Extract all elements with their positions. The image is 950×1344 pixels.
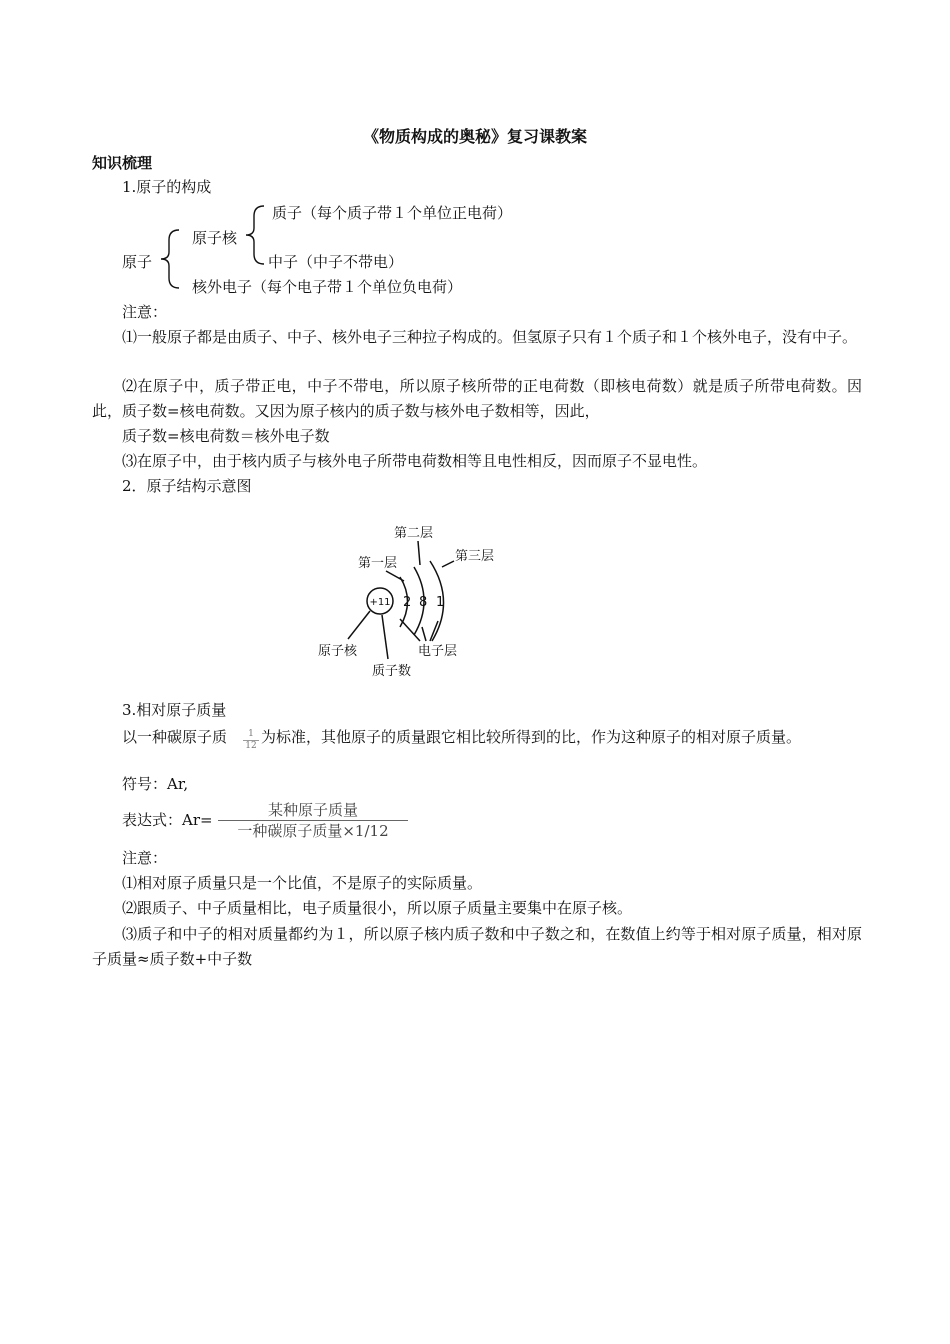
section-heading: 知识梳理 (92, 154, 153, 172)
layer3-label: 第三层 (455, 549, 495, 564)
s3-note-label: 注意： (122, 849, 168, 867)
s3-def-a: 以一种碳原子质 (122, 728, 228, 746)
s1-note-2: ⑵在原子中，质子带正电，中子不带电，所以原子核所带的正电荷数（即核电荷数）就是质子所带电荷数。因此，质子数=核电荷数。又因为原子核内的质子数与核外电子数相等，因此， (92, 377, 862, 420)
fraction-numerator: 1 (248, 729, 254, 739)
nucleus-pointer (348, 611, 370, 639)
s1-note-2-equation: 质子数=核电荷数＝核外电子数 (122, 427, 330, 445)
s1-note-1: ⑴一般原子都是由质子、中子、核外电子三种拉子构成的。但氢原子只有１个质子和１个核外电子，没有中子。 (122, 328, 858, 346)
s1-note-label: 注意： (122, 303, 168, 321)
s2-heading: 2．原子结构示意图 (122, 477, 252, 495)
proton-pointer (382, 615, 388, 659)
shell-pointer-b (422, 627, 426, 641)
shell2-electrons: 8 (419, 595, 428, 610)
fraction-denominator: 12 (243, 740, 259, 752)
layer3-pointer (442, 561, 454, 567)
layer1-pointer (386, 571, 404, 581)
expression-numerator: 某种原子质量 (267, 801, 358, 819)
s3-note-1: ⑴相对原子质量只是一个比值，不是原子的实际质量。 (122, 874, 483, 892)
nucleus-brace (240, 204, 270, 266)
proton-item: 质子（每个质子带１个单位正电荷） (272, 204, 513, 222)
atom-structure-diagram (300, 515, 520, 685)
fraction-one-twelfth (243, 729, 259, 752)
s3-symbol: 符号：Ar, (122, 775, 189, 793)
expression-denominator: 一种碳原子质量×1/12 (218, 820, 408, 841)
s3-def-b: 为标准，其他原子的质量跟它相比较所得到的比，作为这种原子的相对原子质量。 (261, 728, 802, 746)
electron-item: 核外电子（每个电子带１个单位负电荷） (192, 278, 463, 296)
s1-heading: 1.原子的构成 (122, 178, 212, 196)
proton-caption: 质子数 (372, 664, 412, 679)
neutron-item: 中子（中子不带电） (268, 253, 404, 271)
s3-expression-label: 表达式：Ar= (122, 811, 213, 829)
atom-brace (155, 228, 185, 290)
shell-caption: 电子层 (418, 644, 458, 659)
nucleus-caption: 原子核 (318, 644, 358, 659)
s3-note-2: ⑵跟质子、中子质量相比，电子质量很小，所以原子质量主要集中在原子核。 (122, 899, 633, 917)
s1-note-3: ⑶在原子中，由于核内质子与核外电子所带电荷数相等且电性相反，因而原子不显电性。 (122, 452, 708, 470)
s3-note-3: ⑶质子和中子的相对质量都约为１，所以原子核内质子数和中子数之和，在数值上约等于相对原子质量，相对原子质量≈质子数+中子数 (92, 925, 862, 968)
atom-label: 原子 (122, 253, 153, 271)
expression-fraction (218, 800, 408, 841)
document-title: 《物质构成的奥秘》复习课教案 (362, 127, 587, 146)
s3-heading: 3.相对原子质量 (122, 701, 227, 719)
nucleus-label: 原子核 (192, 229, 238, 247)
layer1-label: 第一层 (358, 556, 398, 571)
shell3-electrons: 1 (436, 595, 445, 610)
shell1-electrons: 2 (403, 595, 412, 610)
layer2-label: 第二层 (394, 526, 434, 541)
layer2-pointer (418, 541, 420, 565)
nucleus-value: +11 (369, 597, 391, 608)
